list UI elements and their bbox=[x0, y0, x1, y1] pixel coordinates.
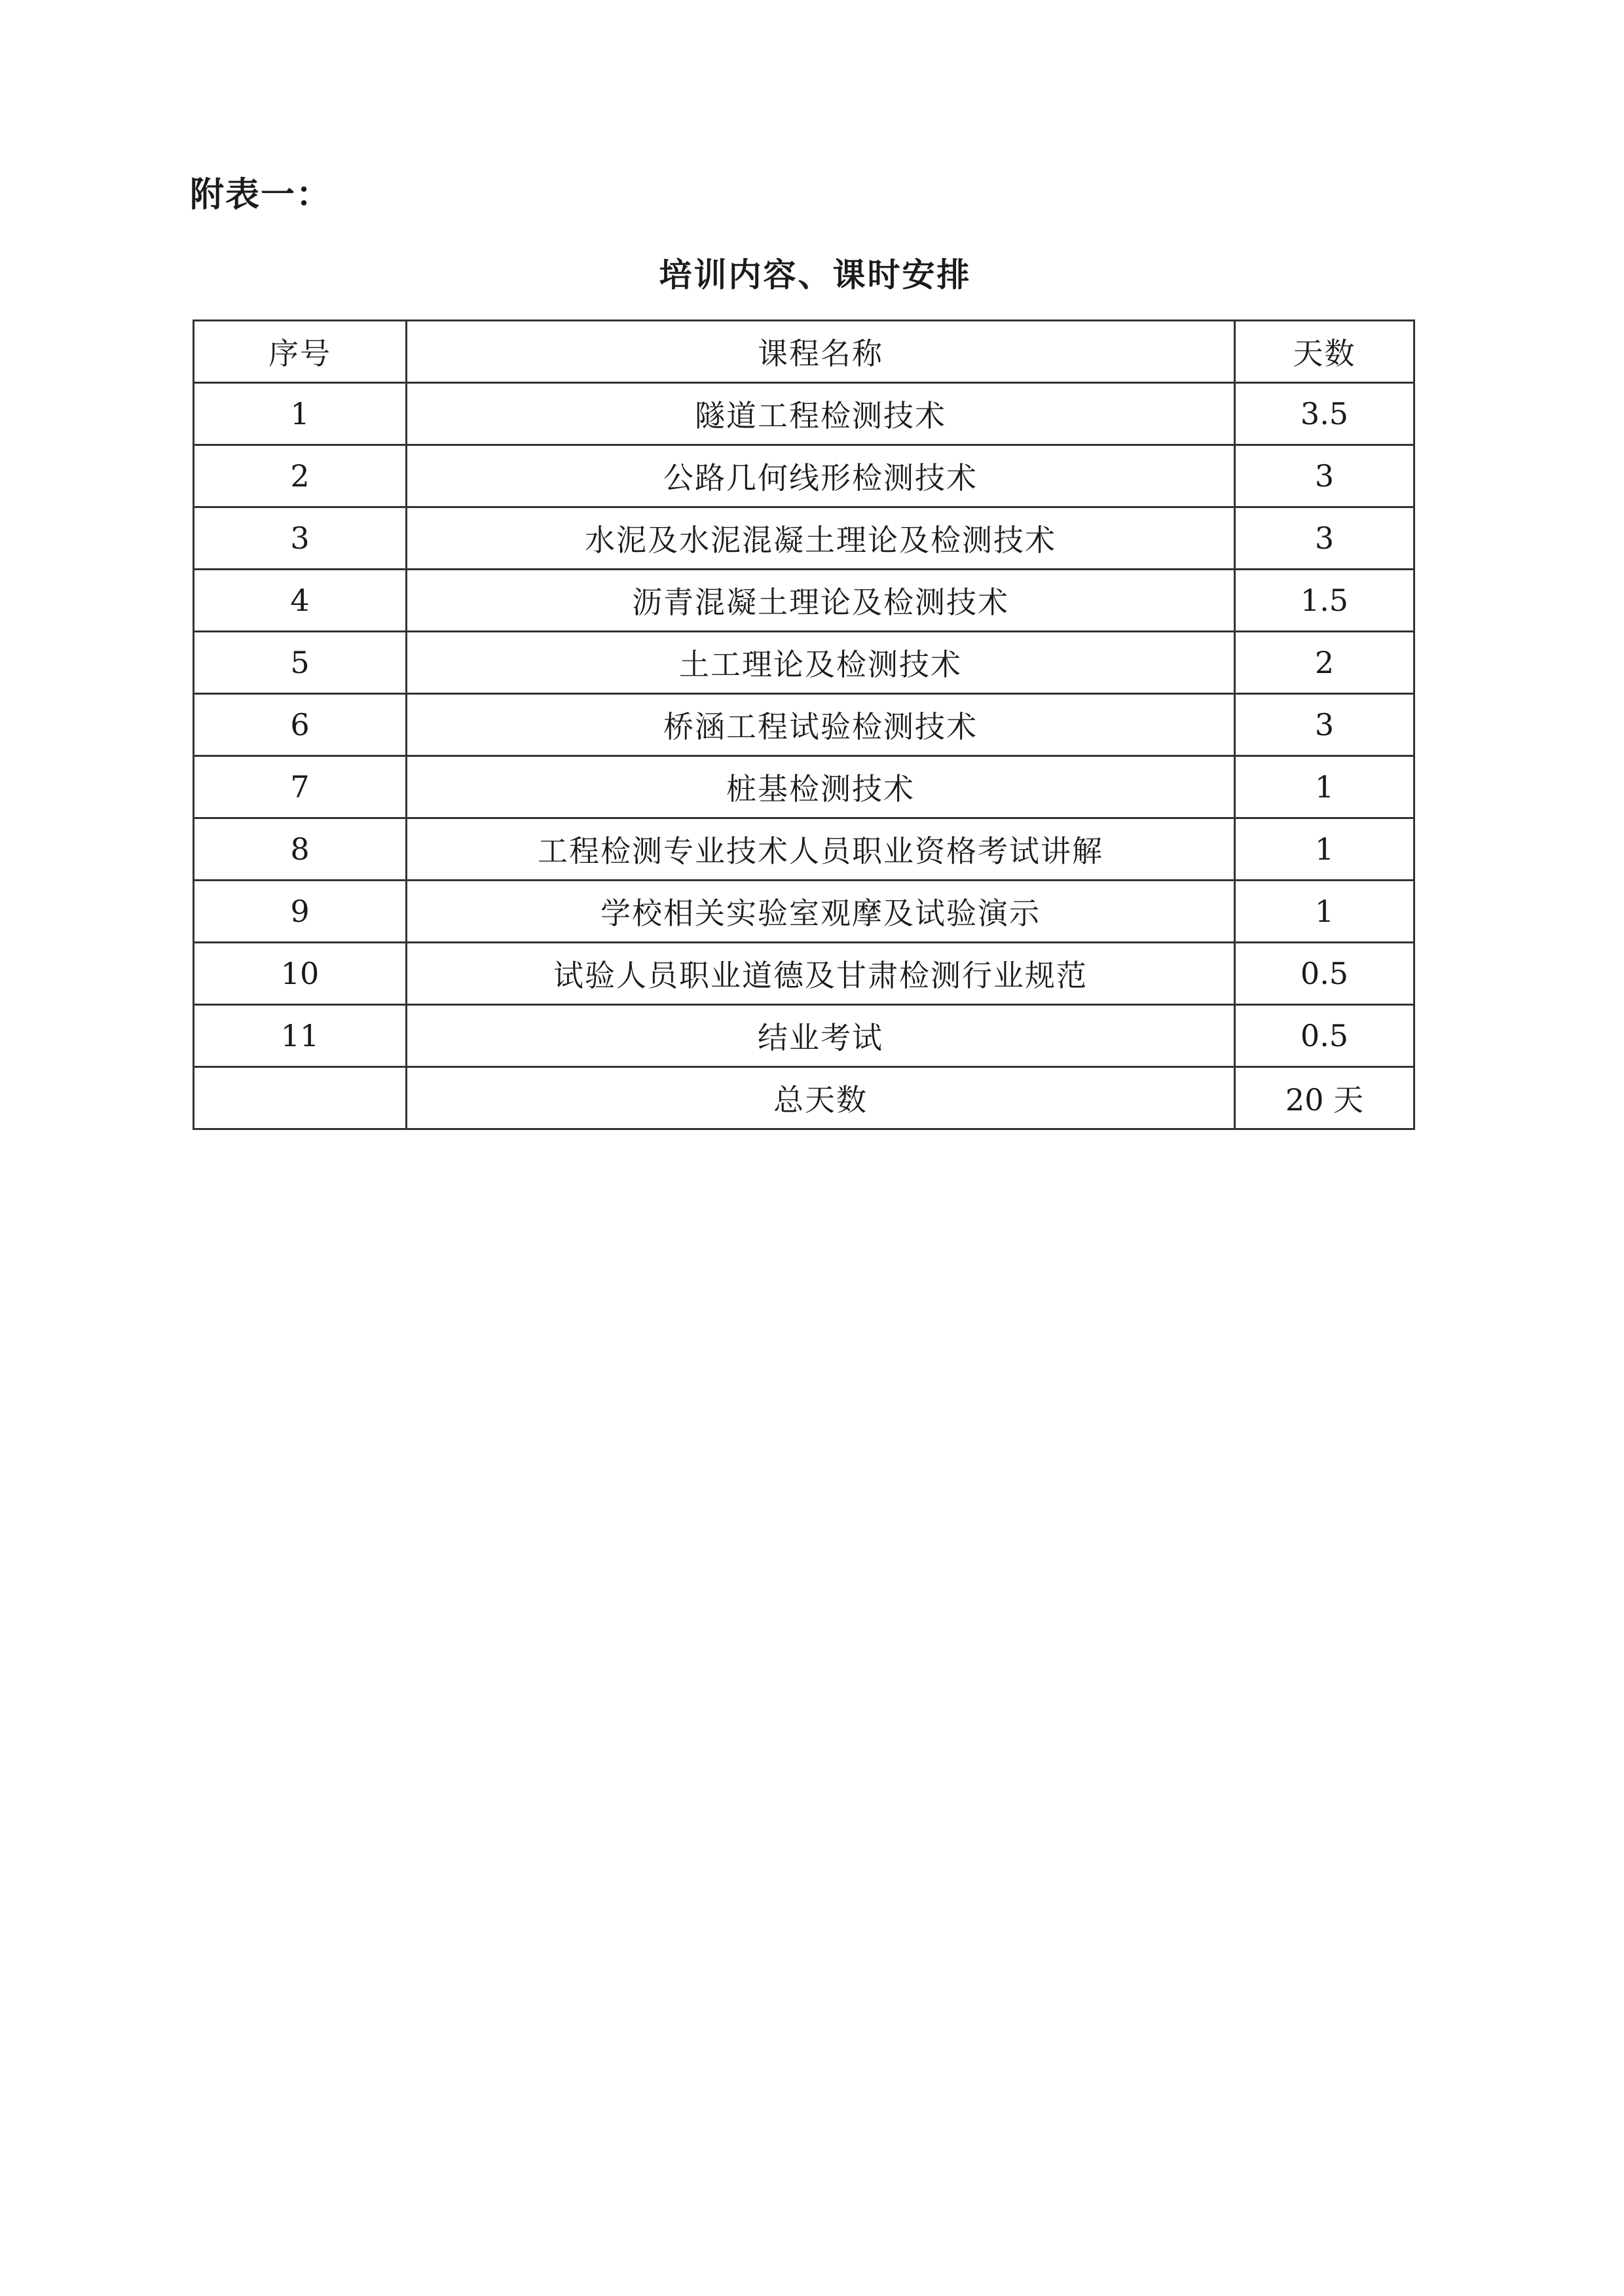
table-row bbox=[194, 570, 1414, 632]
table-row bbox=[194, 445, 1414, 507]
table-row bbox=[194, 507, 1414, 570]
total-no bbox=[194, 1067, 407, 1129]
row-course-name: 桥涵工程试验检测技术 bbox=[407, 694, 1235, 756]
row-course-name: 土工理论及检测技术 bbox=[407, 632, 1235, 694]
row-course-name: 结业考试 bbox=[407, 1005, 1235, 1067]
table-header-row bbox=[194, 321, 1414, 383]
row-days: 0.5 bbox=[1235, 1005, 1414, 1067]
table-title: 培训内容、课时安排 bbox=[659, 256, 972, 294]
row-course-name: 隧道工程检测技术 bbox=[407, 383, 1235, 445]
row-days: 1 bbox=[1235, 756, 1414, 818]
row-days: 3 bbox=[1235, 445, 1414, 507]
row-no: 8 bbox=[194, 818, 407, 881]
row-course-name: 公路几何线形检测技术 bbox=[407, 445, 1235, 507]
table-row bbox=[194, 943, 1414, 1005]
row-course-name: 沥青混凝土理论及检测技术 bbox=[407, 570, 1235, 632]
total-label: 总天数 bbox=[407, 1067, 1235, 1129]
row-no: 5 bbox=[194, 632, 407, 694]
row-days: 0.5 bbox=[1235, 943, 1414, 1005]
row-course-name: 学校相关实验室观摩及试验演示 bbox=[407, 881, 1235, 943]
row-no: 9 bbox=[194, 881, 407, 943]
row-no: 3 bbox=[194, 507, 407, 570]
row-no: 4 bbox=[194, 570, 407, 632]
row-days: 1 bbox=[1235, 881, 1414, 943]
row-days: 3 bbox=[1235, 694, 1414, 756]
table-row bbox=[194, 694, 1414, 756]
course-schedule-table bbox=[193, 319, 1415, 1130]
table-row bbox=[194, 1005, 1414, 1067]
row-days: 3.5 bbox=[1235, 383, 1414, 445]
row-course-name: 水泥及水泥混凝土理论及检测技术 bbox=[407, 507, 1235, 570]
table-row bbox=[194, 881, 1414, 943]
row-days: 3 bbox=[1235, 507, 1414, 570]
header-course-name: 课程名称 bbox=[407, 321, 1235, 383]
appendix-label: 附表一： bbox=[190, 175, 332, 215]
row-course-name: 工程检测专业技术人员职业资格考试讲解 bbox=[407, 818, 1235, 881]
row-days: 1 bbox=[1235, 818, 1414, 881]
total-days: 20 天 bbox=[1235, 1067, 1414, 1129]
table-row bbox=[194, 383, 1414, 445]
table-row bbox=[194, 756, 1414, 818]
row-no: 1 bbox=[194, 383, 407, 445]
row-no: 11 bbox=[194, 1005, 407, 1067]
row-no: 7 bbox=[194, 756, 407, 818]
total-row bbox=[194, 1067, 1414, 1129]
table-row bbox=[194, 632, 1414, 694]
row-course-name: 试验人员职业道德及甘肃检测行业规范 bbox=[407, 943, 1235, 1005]
row-no: 10 bbox=[194, 943, 407, 1005]
row-no: 2 bbox=[194, 445, 407, 507]
row-no: 6 bbox=[194, 694, 407, 756]
table-row bbox=[194, 818, 1414, 881]
header-no: 序号 bbox=[194, 321, 407, 383]
row-days: 1.5 bbox=[1235, 570, 1414, 632]
header-days: 天数 bbox=[1235, 321, 1414, 383]
row-course-name: 桩基检测技术 bbox=[407, 756, 1235, 818]
row-days: 2 bbox=[1235, 632, 1414, 694]
